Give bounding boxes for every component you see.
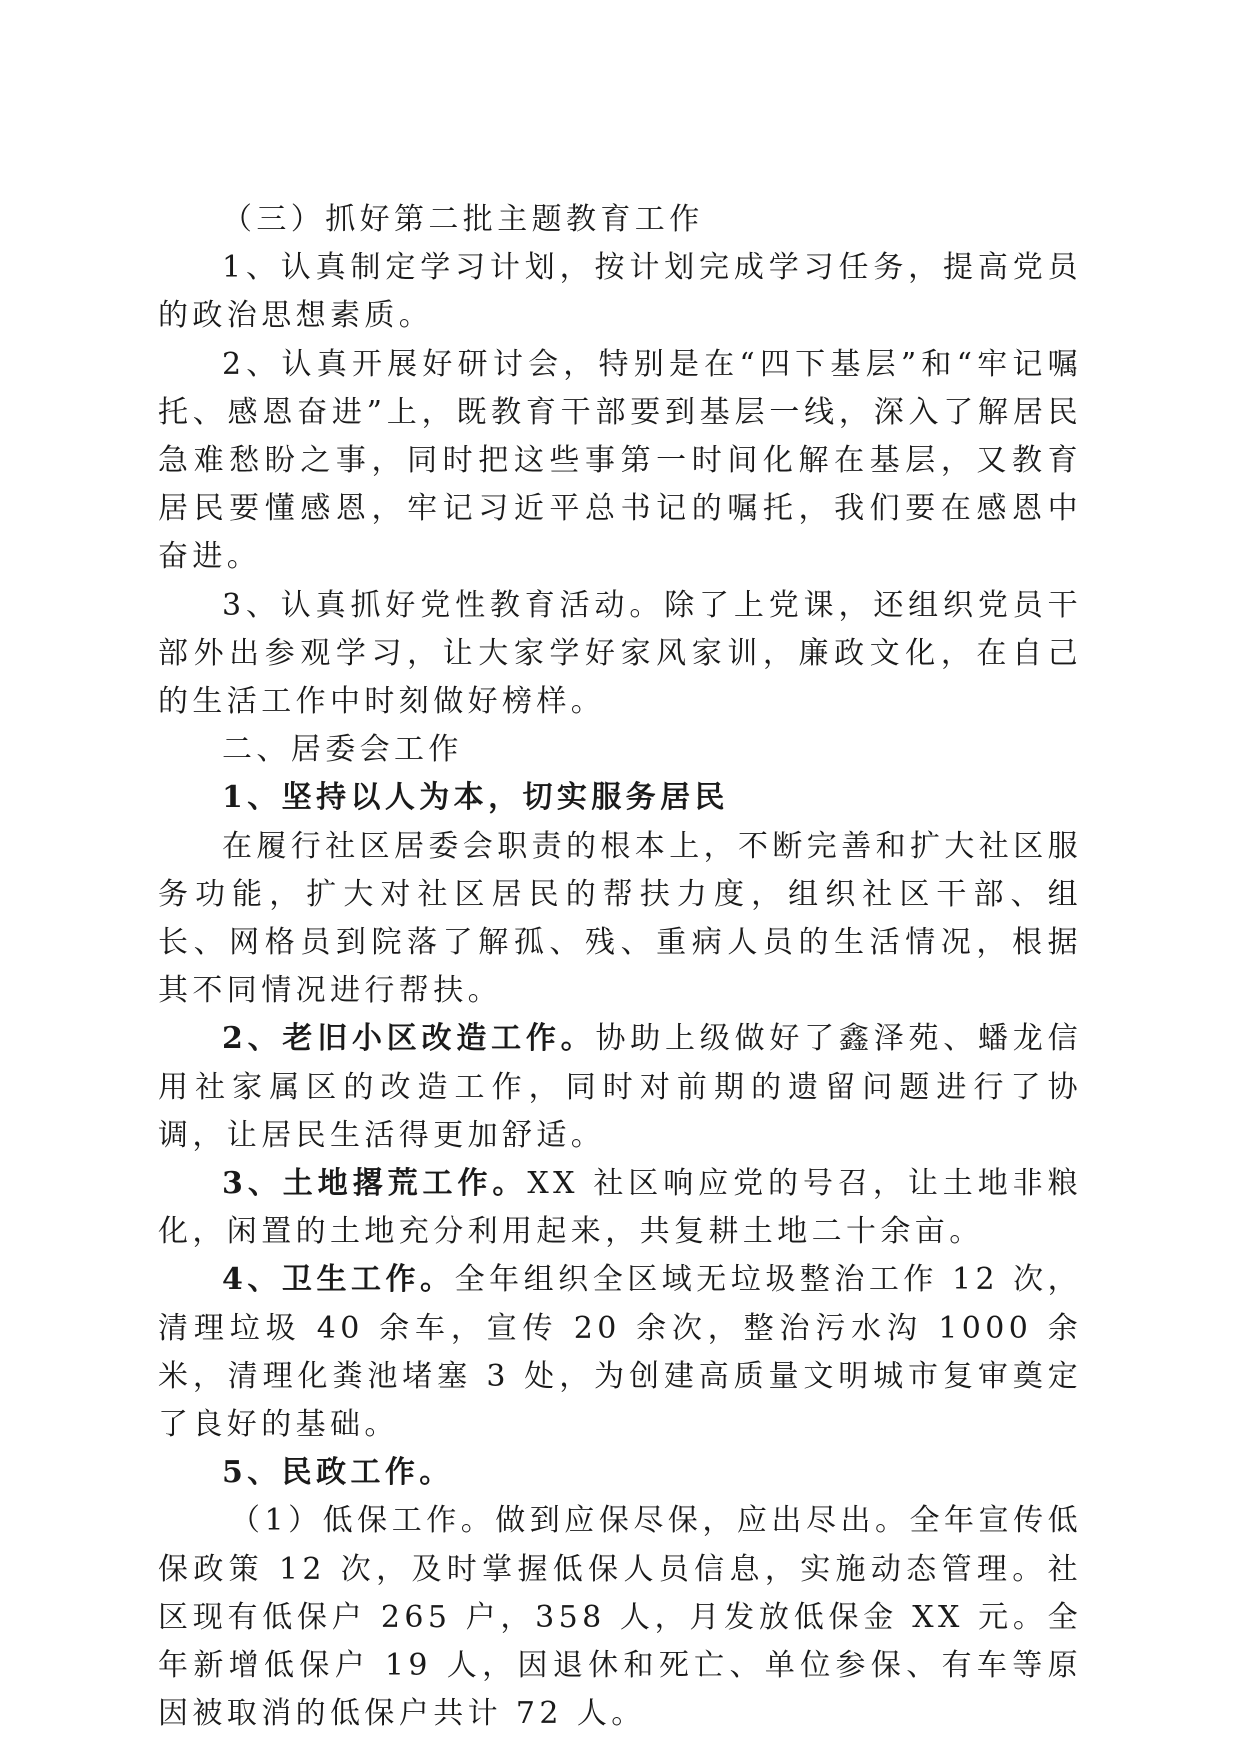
- part-2-heading: 二、居委会工作: [222, 732, 463, 768]
- sub-4-paragraph: [158, 1256, 1082, 1449]
- item-2-paragraph: 2、认真开展好研讨会，特别是在“四下基层”和“牢记嘱托、感恩奋进”上，既教育干部要到基层一线，深入了解居民急难愁盼之事，同时把这些事第一时间化解在基层，又教育居民要懂感恩，牢记习近平总书记的嘱托，我们要在感恩中奋进。: [158, 346, 1082, 575]
- section-3-heading: （三）抓好第二批主题教育工作: [222, 202, 704, 237]
- sub-3-body: XX 社区响应党的号召，让土地非粮化，闲置的土地充分利用起来，共复耕土地二十余亩。: [158, 1166, 1082, 1250]
- sub-1-paragraph: 在履行社区居委会职责的根本上，不断完善和扩大社区服务功能，扩大对社区居民的帮扶力度，组织社区干部、组长、网格员到院落了解孤、残、重病人员的生活情况，根据其不同情况进行帮扶。: [158, 828, 1082, 1009]
- sub-3-paragraph: [158, 1160, 1082, 1256]
- sub-3-lead: 3、土地撂荒工作。: [222, 1166, 528, 1202]
- sub-4-body: 全年组织全区域无垃圾整治工作 12 次，清理垃圾 40 余车，宣传 20 余次，整治污水沟 1000 余米，清理化粪池堵塞 3 处，为创建高质量文明城市复审奠定了良好的基础。: [158, 1262, 1082, 1443]
- sub-2-body: 协助上级做好了鑫泽苑、蟠龙信用社家属区的改造工作，同时对前期的遗留问题进行了协调，让居民生活得更加舒适。: [158, 1021, 1082, 1153]
- sub-4-lead: 4、卫生工作。: [222, 1262, 455, 1298]
- document-page: [158, 196, 1082, 1739]
- sub-5-1-paragraph: （1）低保工作。做到应保尽保，应出尽出。全年宣传低保政策 12 次，及时掌握低保人员信息，实施动态管理。社区现有低保户 265 户，358 人，月发放低保金 XX 元。全年新增低保户 19 人，因退休和死亡、单位参保、有车等原因被取消的低保户共计 72 人。: [158, 1503, 1082, 1732]
- sub-2-paragraph: [158, 1015, 1082, 1160]
- sub-5-heading: 5、民政工作。: [222, 1455, 454, 1491]
- sub-2-lead: 2、老旧小区改造工作。: [222, 1021, 596, 1057]
- sub-1-heading: 1、坚持以人为本，切实服务居民: [222, 780, 729, 816]
- item-3-paragraph: 3、认真抓好党性教育活动。除了上党课，还组织党员干部外出参观学习，让大家学好家风家训，廉政文化，在自己的生活工作中时刻做好榜样。: [158, 587, 1082, 720]
- item-1-paragraph: 1、认真制定学习计划，按计划完成学习任务，提高党员的政治思想素质。: [158, 250, 1082, 334]
